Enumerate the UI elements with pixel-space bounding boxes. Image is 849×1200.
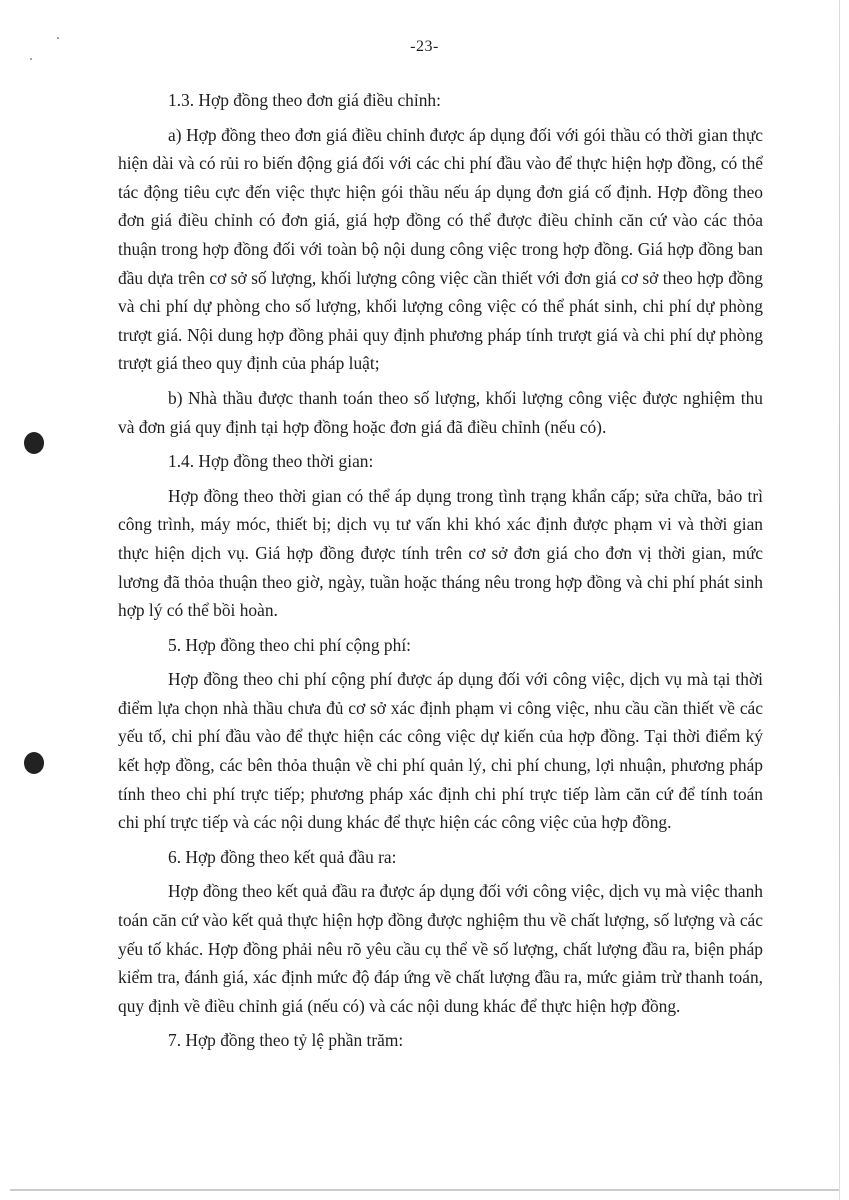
scan-right-edge (839, 0, 840, 1200)
punch-hole-top (24, 432, 44, 454)
paragraph-1-4: Hợp đồng theo thời gian có thể áp dụng trong tình trạng khẩn cấp; sửa chữa, bảo trì công trình, máy móc, thiết bị; dịch vụ tư vấn khi khó xác định được phạm vi và thời gian thực hiện dịch vụ. Giá hợp đồng được tính trên cơ sở đơn giá cho đơn vị thời gian, mức lương đã thỏa thuận theo giờ, ngày, tuần hoặc tháng nêu trong hợp đồng và chi phí phát sinh hợp lý có thể bồi hoàn. (118, 485, 763, 621)
section-heading-5: 5. Hợp đồng theo chi phí cộng phí: (168, 634, 411, 655)
punch-hole-bottom (24, 752, 44, 774)
paragraph-5: Hợp đồng theo chi phí cộng phí được áp dụng đối với công việc, dịch vụ mà tại thời điểm lựa chọn nhà thầu chưa đủ cơ sở xác định phạm vi công việc, nhu cầu cần thiết về các yếu tố, chi phí đầu vào để thực hiện các công việc dự kiến của hợp đồng. Tại thời điểm ký kết hợp đồng, các bên thỏa thuận về chi phí quản lý, chi phí chung, lợi nhuận, phương pháp tính theo chi phí trực tiếp; phương pháp xác định chi phí trực tiếp làm căn cứ để tính toán chi phí trực tiếp và các nội dung khác để thực hiện các công việc của hợp đồng. (118, 669, 763, 833)
section-heading-6: 6. Hợp đồng theo kết quả đầu ra: (168, 846, 397, 867)
section-heading-1-4: 1.4. Hợp đồng theo thời gian: (168, 451, 374, 472)
section-heading-7: 7. Hợp đồng theo tỷ lệ phần trăm: (168, 1030, 404, 1051)
paragraph-1-3-b: b) Nhà thầu được thanh toán theo số lượng, khối lượng công việc được nghiệm thu và đơn giá quy định tại hợp đồng hoặc đơn giá đã điều chỉnh (nếu có). (118, 387, 763, 437)
scan-speck (30, 58, 32, 60)
page-number: -23- (410, 38, 439, 55)
paragraph-1-3-a: a) Hợp đồng theo đơn giá điều chỉnh được áp dụng đối với gói thầu có thời gian thực hiện dài và có rủi ro biến động giá đối với các chi phí đầu vào để thực hiện hợp đồng, có thể tác động tiêu cực đến việc thực hiện gói thầu nếu áp dụng đơn giá cố định. Hợp đồng theo đơn giá điều chỉnh có đơn giá, giá hợp đồng có thể được điều chỉnh căn cứ vào các thỏa thuận trong hợp đồng đối với toàn bộ nội dung công việc trong hợp đồng. Giá hợp đồng ban đầu dựa trên cơ sở số lượng, khối lượng công việc cần thiết với đơn giá cơ sở theo hợp đồng và chi phí dự phòng cho số lượng, khối lượng công việc có thể phát sinh, chi phí dự phòng trượt giá. Nội dung hợp đồng phải quy định phương pháp tính trượt giá và chi phí dự phòng trượt giá theo quy định của pháp luật; (118, 124, 763, 374)
scan-bottom-edge (10, 1189, 839, 1191)
section-heading-1-3: 1.3. Hợp đồng theo đơn giá điều chỉnh: (168, 90, 441, 110)
paragraph-6: Hợp đồng theo kết quả đầu ra được áp dụng đối với công việc, dịch vụ mà việc thanh toán căn cứ vào kết quả thực hiện hợp đồng được nghiệm thu về chất lượng, số lượng và các yếu tố khác. Hợp đồng phải nêu rõ yêu cầu cụ thể về số lượng, chất lượng đầu ra, biện pháp kiểm tra, đánh giá, xác định mức độ đáp ứng về chất lượng đầu ra, mức giảm trừ thanh toán, quy định về điều chỉnh giá (nếu có) và các nội dung khác để thực hiện hợp đồng. (118, 881, 763, 1016)
document-body (118, 86, 763, 1061)
